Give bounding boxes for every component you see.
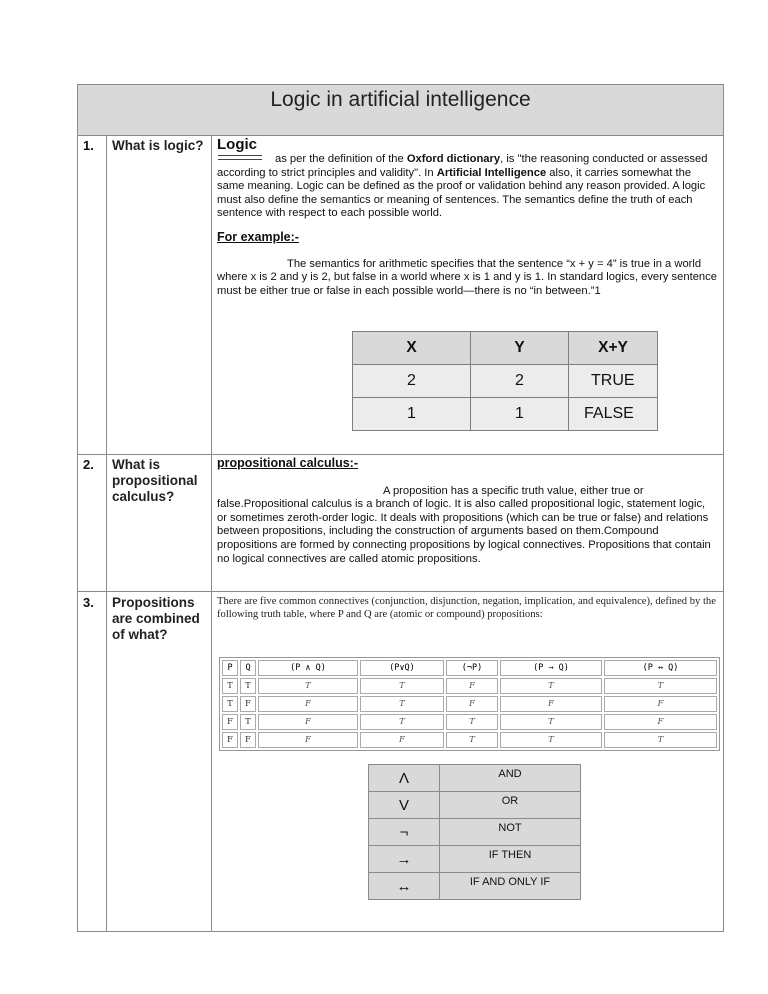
connectives-intro: There are five common connectives (conjunction, disjunction, negation, implication, and equivalence), defined by the following truth table, where P and Q are (atomic or compound) propositions: xyxy=(217,596,716,620)
truth-cell: T xyxy=(240,714,256,730)
example-heading: For example:- xyxy=(217,229,299,244)
question-propositions-combined: Propositions are combined of what? xyxy=(112,595,200,642)
connectives-table xyxy=(368,764,581,900)
truth-cell: F xyxy=(500,696,602,712)
question-propositional-calculus: What is propositional calculus? xyxy=(112,457,198,504)
page-title: Logic in artificial intelligence xyxy=(270,88,531,111)
truth-header: (P∨Q) xyxy=(360,660,444,676)
truth-header: (P ↔ Q) xyxy=(604,660,717,676)
truth-cell: F xyxy=(222,732,238,748)
connective-name: OR xyxy=(440,792,581,819)
truth-cell: T xyxy=(604,678,717,694)
xy-cell: FALSE xyxy=(569,398,658,431)
title-row xyxy=(78,85,723,136)
propositional-content xyxy=(217,457,717,566)
truth-cell: F xyxy=(604,696,717,712)
connective-name: IF AND ONLY IF xyxy=(440,873,581,900)
truth-header: (¬P) xyxy=(446,660,498,676)
xy-header: X xyxy=(353,332,471,365)
truth-cell: T xyxy=(258,678,358,694)
xy-cell: 2 xyxy=(471,365,569,398)
column-divider xyxy=(106,135,107,931)
truth-table xyxy=(219,657,720,751)
connective-name: AND xyxy=(440,765,581,792)
propositional-heading: propositional calculus:- xyxy=(217,456,358,470)
truth-header: (P → Q) xyxy=(500,660,602,676)
connective-name: IF THEN xyxy=(440,846,581,873)
truth-cell: F xyxy=(240,696,256,712)
row-number: 1. xyxy=(83,138,94,153)
xy-cell: TRUE xyxy=(569,365,658,398)
truth-header: (P ∧ Q) xyxy=(258,660,358,676)
truth-cell: F xyxy=(258,696,358,712)
truth-cell: F xyxy=(258,714,358,730)
propositional-text: A proposition has a specific truth value, either true or false.Propositional calculus is a branch of logic. It is also called propositional logic, statement logic, or sometimes zeroth-order logic. It deals with propositions (which can be true or false) and relations between propositions, including the construction of arguments based on them.Compound propositions are formed by connecting propositions by logical connectives. Propositions that contain no logical connectives are called atomic propositions. xyxy=(217,484,711,565)
xy-cell: 2 xyxy=(353,365,471,398)
xy-cell: 1 xyxy=(353,398,471,431)
truth-cell: T xyxy=(446,714,498,730)
connective-name: NOT xyxy=(440,819,581,846)
row-divider xyxy=(78,591,723,592)
logic-heading: Logic xyxy=(217,136,257,153)
row-divider xyxy=(78,454,723,455)
logic-definition: as per the definition of the Oxford dictionary, is "the reasoning conducted or assessed according to strict principles and validity". In Artificial Intelligence also, it carries somewhat the same meaning. Logic can be defined as the proof or validation behind any reason provided. A logic must also define the semantics or meaning of sentences. The semantics define the truth of each sentence with respect to each possible world. xyxy=(217,153,708,220)
logic-content xyxy=(217,137,717,298)
truth-cell: T xyxy=(604,732,717,748)
row-number: 3. xyxy=(83,595,94,610)
truth-cell: T xyxy=(222,678,238,694)
xy-header: X+Y xyxy=(569,332,658,365)
truth-cell: F xyxy=(446,696,498,712)
xy-header: Y xyxy=(471,332,569,365)
truth-cell: T xyxy=(500,714,602,730)
truth-cell: T xyxy=(240,678,256,694)
truth-cell: F xyxy=(222,714,238,730)
iff-symbol: ↔ xyxy=(369,873,440,900)
document-table xyxy=(77,84,724,932)
not-symbol: ¬ xyxy=(369,819,440,846)
truth-header: P xyxy=(222,660,238,676)
or-symbol: V xyxy=(369,792,440,819)
truth-header: Q xyxy=(240,660,256,676)
truth-cell: F xyxy=(360,732,444,748)
and-symbol: Λ xyxy=(369,765,440,792)
truth-cell: T xyxy=(360,714,444,730)
xy-cell: 1 xyxy=(471,398,569,431)
truth-cell: T xyxy=(500,732,602,748)
truth-cell: T xyxy=(500,678,602,694)
xy-table xyxy=(352,331,658,431)
truth-cell: T xyxy=(446,732,498,748)
truth-cell: F xyxy=(258,732,358,748)
implies-symbol: → xyxy=(369,846,440,873)
truth-cell: T xyxy=(360,678,444,694)
row-number: 2. xyxy=(83,457,94,472)
column-divider xyxy=(211,135,212,931)
truth-cell: T xyxy=(222,696,238,712)
example-text: The semantics for arithmetic specifies that the sentence “x + y = 4” is true in a world where x is 2 and y is 2, but false in a world where x is 1 and y is 1. In standard logics, every sentence must be either true or false in each possible world—there is no “in between.”1 xyxy=(217,257,717,297)
truth-cell: F xyxy=(604,714,717,730)
truth-cell: F xyxy=(240,732,256,748)
truth-cell: F xyxy=(446,678,498,694)
truth-cell: T xyxy=(360,696,444,712)
question-what-is-logic: What is logic? xyxy=(112,138,204,153)
heading-double-rule xyxy=(218,155,262,160)
